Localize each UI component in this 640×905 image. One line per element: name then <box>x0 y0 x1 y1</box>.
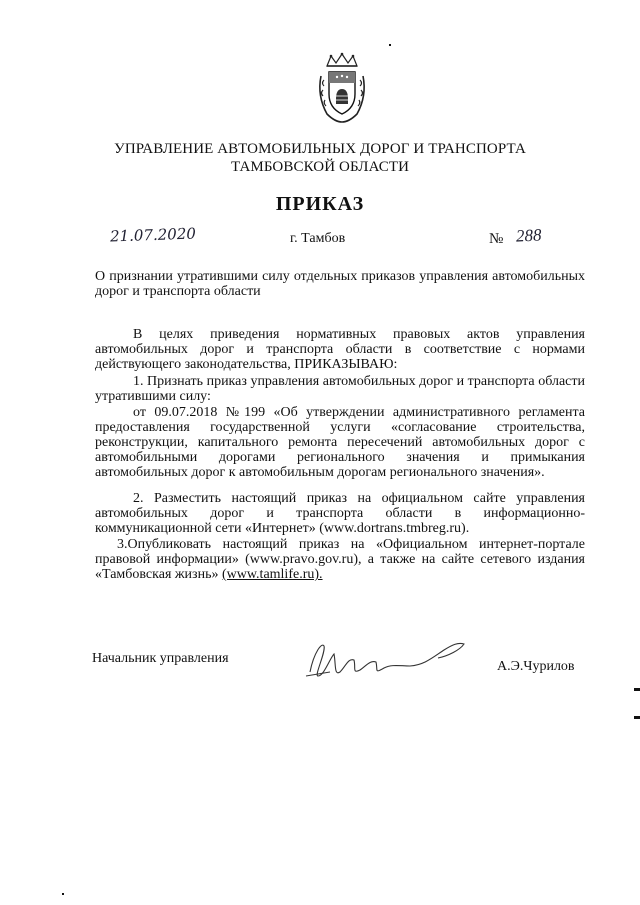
paragraph-item-3-text: 3.Опубликовать настоящий приказ на «Официальном интернет-портале правовой информации» (www.pravo.gov.ru), а также на сайте сетевого издания «Тамбовская жизнь» <box>95 537 585 582</box>
document-number-label: № <box>489 231 504 247</box>
paragraph-item-2: 2. Разместить настоящий приказ на официальном сайте управления автомобильных дорог и транспорта области в информационно-коммуникационной сети «Интернет» (www.dortrans.tmbreg.ru). <box>95 491 585 536</box>
scan-mark <box>634 716 640 719</box>
signature-icon <box>300 632 470 684</box>
tamlife-link[interactable]: (www.tamlife.ru). <box>221 567 323 582</box>
document-date: 21.07.2020 <box>109 224 197 246</box>
paragraph-item-3 <box>95 537 585 582</box>
document-subject: О признании утратившими силу отдельных приказов управления автомобильных дорог и транспорта области <box>95 269 585 299</box>
signatory-name: А.Э.Чурилов <box>497 659 575 674</box>
document-title: ПРИКАЗ <box>275 193 365 215</box>
paragraph-item-1: 1. Признать приказ управления автомобильных дорог и транспорта области утратившими силу: <box>95 374 585 404</box>
scan-mark <box>389 44 391 46</box>
paragraph-preamble: В целях приведения нормативных правовых актов управления автомобильных дорог и транспорта области в соответствие с нормами действующего законодательства, ПРИКАЗЫВАЮ: <box>95 327 585 372</box>
agency-name-line2: ТАМБОВСКОЙ ОБЛАСТИ <box>230 159 410 175</box>
paragraph-item-1-detail: от 09.07.2018 №199 «Об утверждении административного регламента предоставления государственной услуги «согласование строительства, реконструкции, капитального ремонта пересечений автомобильных дорог с автомобильными дорогами регионального значения и примыкания автомобильных дорог к автомобильным дорогам регионального значения». <box>95 405 585 480</box>
scan-mark <box>62 893 64 895</box>
document-city: г. Тамбов <box>290 231 346 246</box>
signatory-role: Начальник управления <box>92 651 229 666</box>
coat-of-arms-icon <box>315 52 369 124</box>
scan-mark <box>634 688 640 691</box>
document-number: 288 <box>515 225 542 246</box>
agency-name-line1: УПРАВЛЕНИЕ АВТОМОБИЛЬНЫХ ДОРОГ И ТРАНСПОРТА <box>114 141 526 157</box>
